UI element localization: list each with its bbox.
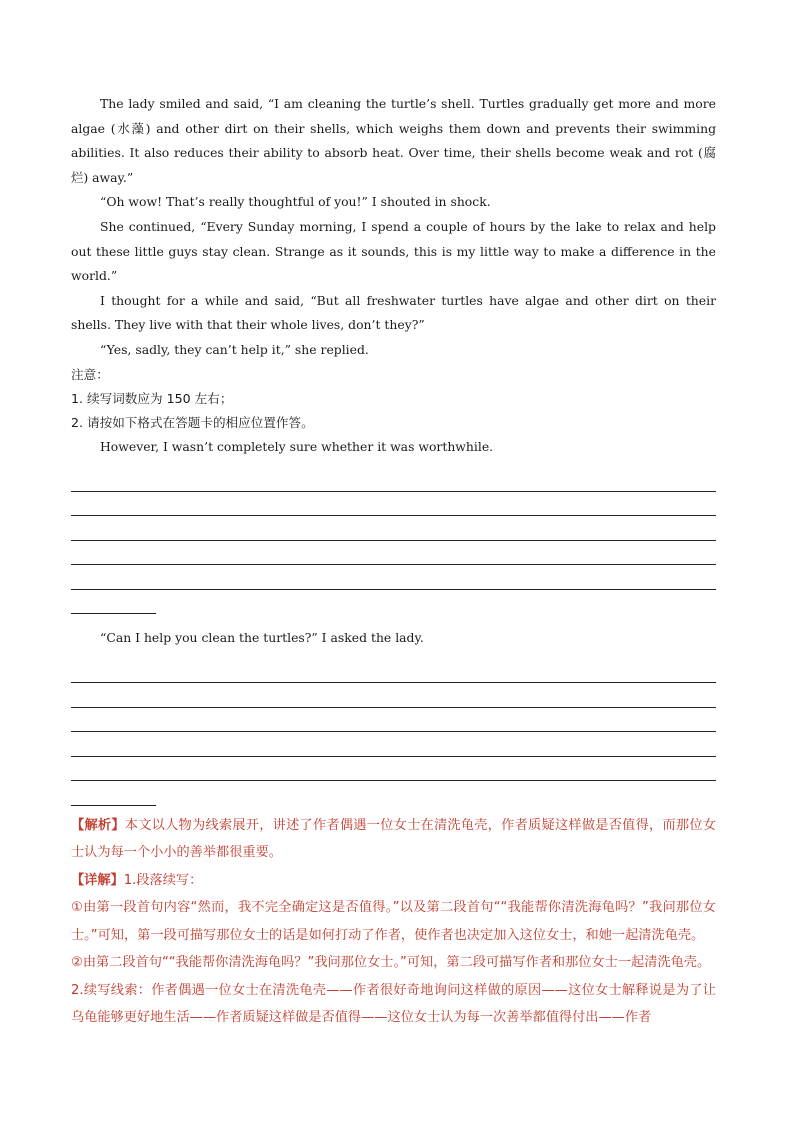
answer-line <box>71 683 716 708</box>
notes-item: 1. 续写词数应为 150 左右； <box>71 390 233 406</box>
story-paragraph: I thought for a while and said, “But all freshwater turtles have algae and other dirt on their shells. They live with that their whole lives, don’t they?” <box>71 292 716 333</box>
notes-item: 2. 请按如下格式在答题卡的相应位置作答。 <box>71 414 314 430</box>
detail-text: 1.段落续写： <box>123 872 203 888</box>
story-paragraph: “Oh wow! That’s really thoughtful of you!” I shouted in shock. <box>100 194 491 210</box>
answer-line-end <box>71 590 156 615</box>
answer-line <box>71 541 716 566</box>
answer-line <box>71 708 716 733</box>
notes-heading: 注意： <box>71 366 109 382</box>
answer-line <box>71 757 716 782</box>
answer-line <box>71 659 716 684</box>
analysis-text: 本文以人物为线索展开，讲述了作者偶遇一位女士在清洗龟壳，作者质疑这样做是否值得，而那位女士认为每一个小小的善举都很重要。 <box>71 817 717 861</box>
answer-lines-2 <box>71 659 716 806</box>
detail-label: 【详解】 <box>71 872 124 888</box>
detail-item-2: ②由第二段首句““我能帮你清洗海龟吗？”我问那位女士。”可知，第二段可描写作者和那位女士一起清洗龟壳。 <box>71 955 711 971</box>
answer-line-end <box>71 781 156 806</box>
analysis-paragraph <box>71 812 716 867</box>
document-page <box>71 92 716 1032</box>
answer-lines-1 <box>71 467 716 614</box>
answer-line <box>71 516 716 541</box>
detail-item-3: 2.续写线索：作者偶遇一位女士在清洗龟壳——作者很好奇地询问这样做的原因——这位女士解释说是为了让乌龟能够更好地生活——作者质疑这样做是否值得——这位女士认为每一次善举都值得付出——作者 <box>71 982 716 1026</box>
analysis-label: 【解析】 <box>71 817 125 833</box>
answer-line <box>71 565 716 590</box>
story-paragraph: She continued, “Every Sunday morning, I spend a couple of hours by the lake to relax and help out these little guys stay clean. Strange as it sounds, this is my little way to make a difference in the world.” <box>71 218 716 284</box>
answer-line <box>71 467 716 492</box>
continuation-prompt-2: “Can I help you clean the turtles?” I asked the lady. <box>100 630 424 646</box>
answer-line <box>71 492 716 517</box>
answer-line <box>71 732 716 757</box>
story-paragraph: The lady smiled and said, “I am cleaning the turtle’s shell. Turtles gradually get more and more algae (水藻) and other dirt on their shells, which weighs them down and prevents their swimming abilities. It also reduces their ability to absorb heat. Over time, their shells become weak and rot (腐烂) away.” <box>71 96 716 185</box>
continuation-prompt-1: However, I wasn’t completely sure whether it was worthwhile. <box>100 438 494 454</box>
story-paragraph: “Yes, sadly, they can’t help it,” she replied. <box>100 341 369 357</box>
detail-paragraph <box>71 867 716 895</box>
detail-item-1: ①由第一段首句内容“然而，我不完全确定这是否值得。”以及第二段首句““我能帮你清洗海龟吗？”我问那位女士。”可知，第一段可描写那位女士的话是如何打动了作者，使作者也决定加入这位女士，和她一起清洗龟壳。 <box>71 900 716 943</box>
